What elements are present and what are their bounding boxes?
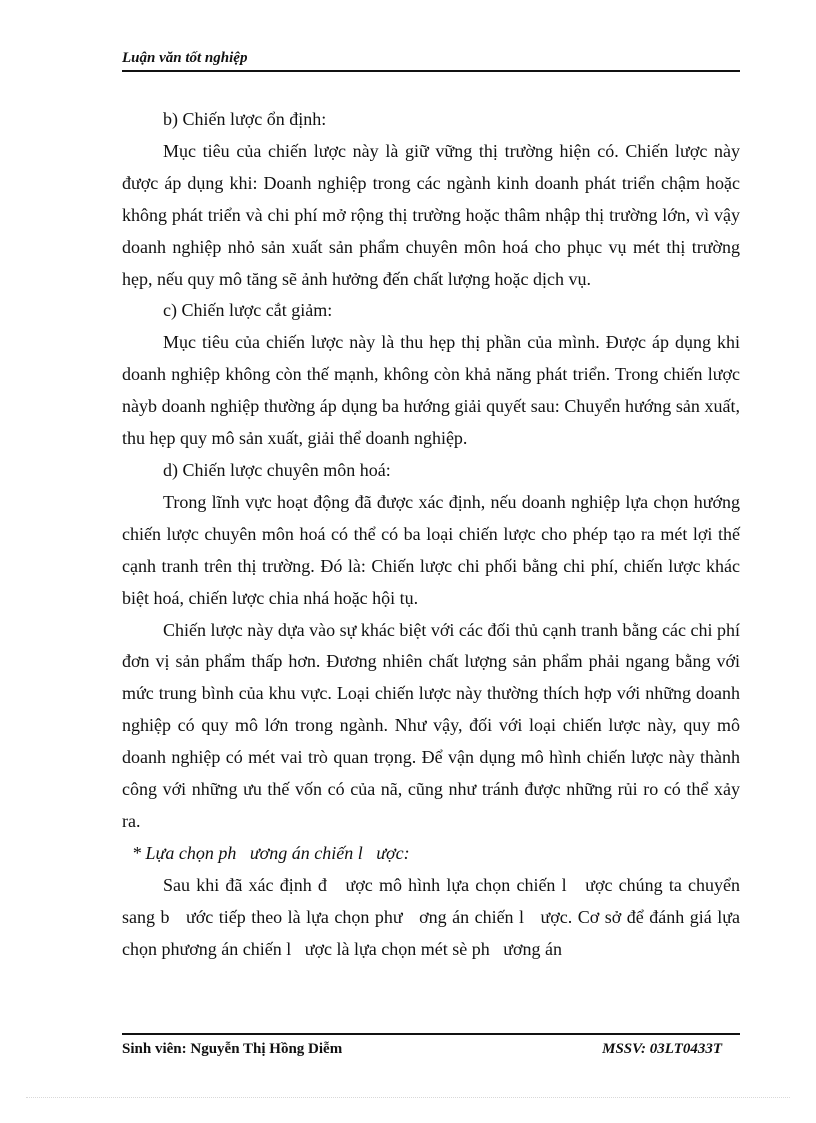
header-title: Luận văn tốt nghiệp <box>122 50 248 66</box>
page-body <box>122 104 745 965</box>
page-edge-divider <box>26 1097 790 1098</box>
page-footer <box>122 1033 740 1057</box>
page-header <box>122 48 740 72</box>
paragraph-reduction-strategy: Mục tiêu của chiến lược này là thu hẹp thị phần của mình. Được áp dụng khi doanh nghiệp không còn thế mạnh, không còn khả năng phát triển. Trong chiến lược nàyb doanh nghiệp thường áp dụng ba hướng giải quyết sau: Chuyển hướng sản xuất, thu hẹp quy mô sản xuất, giải thể doanh nghiệp. <box>122 332 740 449</box>
heading-strategy-selection: * Lựa chọn ph ương án chiến l ược: <box>132 842 410 863</box>
heading-reduction-strategy: c) Chiến lược cắt giảm: <box>163 300 333 321</box>
paragraph-strategy-selection: Sau khi đã xác định đ ược mô hình lựa chọn chiến l ược chúng ta chuyển sang b ước tiếp theo là lựa chọn phư ơng án chiến l ược. Cơ sở để đánh giá lựa chọn phương án chiến l ược là lựa chọn mét sè ph ương án <box>122 874 745 959</box>
footer-student-name: Sinh viên: Nguyễn Thị Hồng Diễm <box>122 1041 343 1057</box>
footer-student-id: MSSV: 03LT0433T <box>602 1041 722 1057</box>
paragraph-specialization-2: Chiến lược này dựa vào sự khác biệt với các đối thủ cạnh tranh bằng các chi phí đơn vị sản phẩm thấp hơn. Đương nhiên chất lượng sản phẩm phải ngang bằng với mức trung bình của khu vực. Loại chiến lược này thường thích hợp với những doanh nghiệp có quy mô lớn trong ngành. Như vậy, đối với loại chiến lược này, quy mô doanh nghiệp có mét vai trò quan trọng. Để vận dụng mô hình chiến lược này thành công với những ưu thế vốn có của nã, cũng như tránh được những rủi ro có thể xảy ra. <box>122 619 740 831</box>
paragraph-specialization-1: Trong lĩnh vực hoạt động đã được xác định, nếu doanh nghiệp lựa chọn hướng chiến lược chuyên môn hoá có thể có ba loại chiến lược cho phép tạo ra mét lợi thế cạnh tranh trên thị trường. Đó là: Chiến lược chi phối bằng chi phí, chiến lược khác biệt hoá, chiến lược chia nhá hoặc hội tụ. <box>122 491 740 608</box>
heading-stable-strategy: b) Chiến lược ổn định: <box>163 109 327 129</box>
paragraph-stable-strategy: Mục tiêu của chiến lược này là giữ vững thị trường hiện có. Chiến lược này được áp dụng khi: Doanh nghiệp trong các ngành kinh doanh phát triển chậm hoặc không phát triển và chi phí mở rộng thị trường hoặc thâm nhập thị trường lớn, vì vậy doanh nghiệp nhỏ sản xuất sản phẩm chuyên môn hoá cho phục vụ mét thị trường hẹp, nếu quy mô tăng sẽ ảnh hưởng đến chất lượng hoặc dịch vụ. <box>122 140 740 289</box>
heading-specialization-strategy: d) Chiến lược chuyên môn hoá: <box>163 459 391 480</box>
